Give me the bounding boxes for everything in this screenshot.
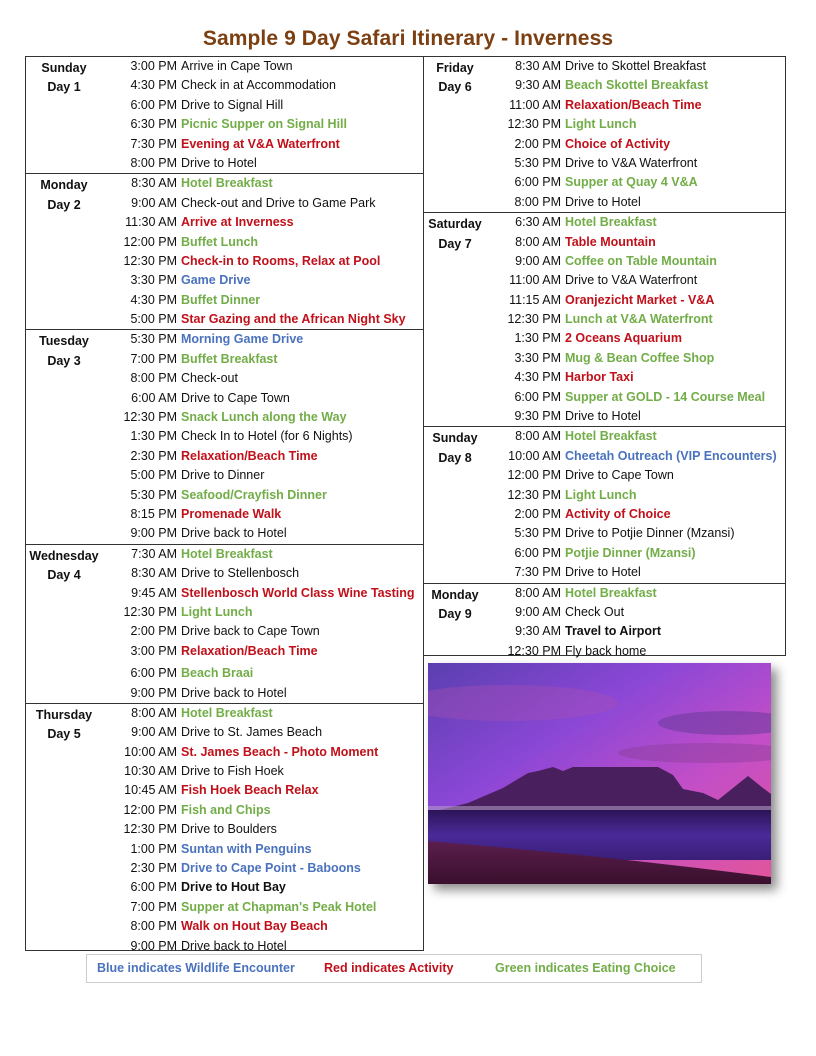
event-title: Game Drive bbox=[181, 273, 251, 288]
event-title: Hotel Breakfast bbox=[181, 176, 273, 191]
day-number: Day 8 bbox=[438, 450, 472, 465]
itinerary-row bbox=[102, 840, 423, 859]
itinerary-row bbox=[486, 173, 785, 192]
itinerary-row bbox=[486, 368, 785, 387]
day-number: Day 3 bbox=[47, 353, 81, 368]
itinerary-row bbox=[102, 310, 423, 329]
day-block bbox=[26, 704, 423, 956]
itinerary-row bbox=[102, 194, 423, 213]
event-title: Drive to Skottel Breakfast bbox=[565, 59, 707, 73]
event-time: 2:30 PM bbox=[130, 448, 177, 463]
event-time: 7:30 AM bbox=[131, 546, 177, 561]
itinerary-row bbox=[486, 447, 785, 466]
itinerary-row bbox=[486, 310, 785, 329]
day-number: Day 1 bbox=[47, 80, 81, 95]
event-title: Fly back home bbox=[565, 643, 647, 658]
event-title: Drive to Cape Town bbox=[181, 390, 290, 405]
event-title: Check In to Hotel (for 6 Nights) bbox=[181, 429, 353, 444]
event-title: Check-out bbox=[181, 371, 238, 386]
event-time: 9:30 AM bbox=[515, 78, 561, 93]
itinerary-row bbox=[102, 801, 423, 820]
itinerary-row bbox=[102, 545, 423, 564]
event-title: Check-in to Rooms, Relax at Pool bbox=[181, 253, 381, 268]
event-title: Drive to Hotel bbox=[565, 409, 641, 424]
event-title: Potjie Dinner (Mzansi) bbox=[565, 545, 696, 560]
day-label bbox=[424, 429, 486, 468]
event-title: Check in at Accommodation bbox=[181, 78, 336, 93]
event-time: 8:00 AM bbox=[515, 585, 561, 600]
itinerary-row bbox=[102, 427, 423, 446]
day-number: Day 6 bbox=[438, 80, 472, 95]
event-title: Arrive at Inverness bbox=[181, 215, 294, 230]
event-time: 9:00 PM bbox=[130, 685, 177, 700]
event-time: 11:00 AM bbox=[509, 273, 561, 288]
itinerary-row bbox=[486, 642, 785, 661]
itinerary-row bbox=[486, 563, 785, 582]
event-title: Arrive in Cape Town bbox=[181, 59, 293, 73]
event-time: 9:45 AM bbox=[131, 585, 177, 600]
itinerary-row bbox=[102, 154, 423, 173]
event-time: 12:30 PM bbox=[507, 312, 561, 327]
event-time: 4:30 PM bbox=[514, 370, 561, 385]
event-time: 12:30 PM bbox=[123, 253, 177, 268]
itinerary-row bbox=[486, 76, 785, 95]
itinerary-row bbox=[102, 330, 423, 349]
itinerary-row bbox=[102, 743, 423, 762]
event-title: Relaxation/Beach Time bbox=[181, 448, 318, 463]
event-title: Buffet Lunch bbox=[181, 234, 259, 249]
event-time: 8:30 AM bbox=[515, 59, 561, 73]
event-time: 2:00 PM bbox=[514, 506, 561, 521]
event-title: Lunch at V&A Waterfront bbox=[565, 312, 713, 327]
event-time: 8:00 PM bbox=[130, 371, 177, 386]
event-title: Cheetah Outreach (VIP Encounters) bbox=[565, 448, 777, 463]
event-title: Snack Lunch along the Way bbox=[181, 410, 347, 425]
event-title: Hotel Breakfast bbox=[181, 705, 273, 720]
event-title: Harbor Taxi bbox=[565, 370, 634, 385]
event-title: Supper at Quay 4 V&A bbox=[565, 175, 698, 190]
day-block bbox=[424, 57, 785, 213]
event-title: Supper at Chapman's Peak Hotel bbox=[181, 899, 377, 914]
day-name: Monday bbox=[431, 587, 479, 602]
itinerary-row bbox=[486, 213, 785, 232]
event-time: 1:30 PM bbox=[514, 331, 561, 346]
event-time: 2:00 PM bbox=[514, 136, 561, 151]
itinerary-row bbox=[102, 704, 423, 723]
day-label bbox=[26, 176, 102, 215]
itinerary-row bbox=[102, 584, 423, 603]
event-time: 10:00 AM bbox=[508, 448, 561, 463]
event-time: 1:00 PM bbox=[130, 841, 177, 856]
event-time: 12:30 PM bbox=[123, 822, 177, 837]
itinerary-row bbox=[486, 407, 785, 426]
itinerary-row bbox=[486, 193, 785, 212]
event-title: Fish Hoek Beach Relax bbox=[181, 783, 319, 798]
event-title: Drive back to Hotel bbox=[181, 938, 287, 953]
event-time: 5:30 PM bbox=[514, 526, 561, 541]
event-title: Star Gazing and the African Night Sky bbox=[181, 312, 406, 327]
itinerary-row bbox=[102, 898, 423, 917]
event-title: Drive to Boulders bbox=[181, 822, 277, 837]
event-time: 7:00 PM bbox=[130, 899, 177, 914]
table-mountain-photo bbox=[428, 663, 771, 884]
legend-green: Green indicates Eating Choice bbox=[495, 961, 676, 975]
event-title: Drive to Cape Point - Baboons bbox=[181, 861, 361, 876]
itinerary-row bbox=[102, 291, 423, 310]
itinerary-row bbox=[486, 271, 785, 290]
event-title: Buffet Breakfast bbox=[181, 351, 278, 366]
itinerary-row bbox=[486, 57, 785, 76]
event-time: 8:00 PM bbox=[514, 194, 561, 209]
day-label bbox=[26, 59, 102, 98]
event-title: Drive to Stellenbosch bbox=[181, 566, 300, 581]
event-time: 9:00 AM bbox=[131, 195, 177, 210]
day-name: Thursday bbox=[35, 707, 93, 722]
event-title: Relaxation/Beach Time bbox=[565, 97, 702, 112]
itinerary-row bbox=[486, 233, 785, 252]
color-legend bbox=[86, 954, 702, 983]
day-name: Sunday bbox=[432, 431, 478, 446]
event-time: 7:30 PM bbox=[514, 565, 561, 580]
day-name: Monday bbox=[40, 178, 88, 193]
itinerary-row bbox=[486, 486, 785, 505]
event-time: 6:30 PM bbox=[130, 117, 177, 132]
day-name: Wednesday bbox=[29, 548, 99, 563]
event-title: Drive back to Hotel bbox=[181, 685, 287, 700]
event-title: Supper at GOLD - 14 Course Meal bbox=[565, 389, 766, 404]
event-time: 6:00 PM bbox=[130, 666, 177, 681]
itinerary-row bbox=[102, 350, 423, 369]
event-time: 11:00 AM bbox=[509, 97, 561, 112]
itinerary-row bbox=[486, 524, 785, 543]
itinerary-row bbox=[102, 233, 423, 252]
event-title: Mug & Bean Coffee Shop bbox=[565, 350, 715, 365]
event-time: 6:00 PM bbox=[130, 97, 177, 112]
itinerary-row bbox=[102, 642, 423, 661]
event-title: Fish and Chips bbox=[181, 802, 271, 817]
event-time: 5:30 PM bbox=[514, 155, 561, 170]
itinerary-row bbox=[102, 174, 423, 193]
itinerary-row bbox=[486, 427, 785, 446]
event-title: Hotel Breakfast bbox=[565, 215, 657, 230]
event-time: 6:00 AM bbox=[131, 390, 177, 405]
event-time: 12:30 PM bbox=[123, 604, 177, 619]
itinerary-row bbox=[486, 603, 785, 622]
event-title: Drive to Hout Bay bbox=[181, 880, 286, 895]
itinerary-row bbox=[486, 96, 785, 115]
event-title: Light Lunch bbox=[181, 604, 253, 619]
itinerary-row bbox=[102, 781, 423, 800]
event-time: 5:30 PM bbox=[130, 332, 177, 347]
day-block bbox=[26, 330, 423, 544]
itinerary-row bbox=[102, 664, 423, 683]
event-title: St. James Beach - Photo Moment bbox=[181, 744, 379, 759]
event-title: Hotel Breakfast bbox=[181, 546, 273, 561]
event-title: Promenade Walk bbox=[181, 506, 282, 521]
day-label bbox=[26, 332, 102, 371]
day-block bbox=[26, 545, 423, 704]
itinerary-row bbox=[102, 878, 423, 897]
event-title: Seafood/Crayfish Dinner bbox=[181, 487, 327, 502]
event-title: Stellenbosch World Class Wine Tasting bbox=[181, 585, 415, 600]
event-time: 12:30 PM bbox=[123, 410, 177, 425]
event-time: 8:00 PM bbox=[130, 155, 177, 170]
table-mountain-sunset-image bbox=[428, 663, 771, 884]
day-block bbox=[424, 584, 785, 662]
event-time: 10:00 AM bbox=[124, 744, 177, 759]
event-title: Relaxation/Beach Time bbox=[181, 643, 318, 658]
event-title: Morning Game Drive bbox=[181, 332, 304, 347]
itinerary-row bbox=[102, 96, 423, 115]
event-time: 12:00 PM bbox=[123, 234, 177, 249]
itinerary-row bbox=[102, 564, 423, 583]
itinerary-row bbox=[486, 622, 785, 641]
day-number: Day 2 bbox=[47, 197, 81, 212]
itinerary-row bbox=[486, 329, 785, 348]
itinerary-row bbox=[486, 291, 785, 310]
event-time: 3:00 PM bbox=[130, 59, 177, 73]
day-number: Day 4 bbox=[47, 568, 81, 583]
event-title: Drive to V&A Waterfront bbox=[565, 155, 698, 170]
event-title: Walk on Hout Bay Beach bbox=[181, 919, 328, 934]
itinerary-row bbox=[102, 115, 423, 134]
event-time: 2:30 PM bbox=[130, 861, 177, 876]
event-time: 1:30 PM bbox=[130, 429, 177, 444]
event-time: 8:00 PM bbox=[130, 919, 177, 934]
event-title: Suntan with Penguins bbox=[181, 841, 312, 856]
event-time: 3:30 PM bbox=[514, 350, 561, 365]
itinerary-row bbox=[102, 57, 423, 76]
itinerary-row bbox=[486, 388, 785, 407]
event-title: Drive to Hotel bbox=[565, 565, 641, 580]
event-title: Drive to Potjie Dinner (Mzansi) bbox=[565, 526, 735, 541]
day-label bbox=[26, 547, 102, 586]
event-time: 3:00 PM bbox=[130, 643, 177, 658]
itinerary-row bbox=[102, 466, 423, 485]
event-title: Drive back to Hotel bbox=[181, 526, 287, 541]
event-time: 9:00 AM bbox=[515, 604, 561, 619]
event-time: 11:15 AM bbox=[509, 292, 561, 307]
event-title: Check-out and Drive to Game Park bbox=[181, 195, 376, 210]
itinerary-row bbox=[102, 213, 423, 232]
event-time: 6:00 PM bbox=[130, 880, 177, 895]
itinerary-row bbox=[486, 115, 785, 134]
event-time: 6:00 PM bbox=[514, 545, 561, 560]
itinerary-row bbox=[486, 466, 785, 485]
event-title: Drive to Signal Hill bbox=[181, 97, 284, 112]
day-block bbox=[26, 174, 423, 330]
itinerary-row bbox=[486, 584, 785, 603]
itinerary-row bbox=[102, 622, 423, 641]
itinerary-row bbox=[102, 369, 423, 388]
event-time: 8:00 AM bbox=[131, 705, 177, 720]
itinerary-row bbox=[486, 505, 785, 524]
day-label bbox=[424, 586, 486, 625]
itinerary-row bbox=[102, 723, 423, 742]
day-name: Friday bbox=[436, 61, 474, 75]
itinerary-row bbox=[102, 820, 423, 839]
day-number: Day 5 bbox=[47, 727, 81, 742]
itinerary-row bbox=[486, 544, 785, 563]
event-time: 4:30 PM bbox=[130, 78, 177, 93]
event-time: 5:00 PM bbox=[130, 468, 177, 483]
event-time: 12:30 PM bbox=[507, 117, 561, 132]
itinerary-table-right bbox=[423, 56, 786, 656]
event-time: 8:30 AM bbox=[131, 176, 177, 191]
event-time: 5:30 PM bbox=[130, 487, 177, 502]
event-time: 10:45 AM bbox=[124, 783, 177, 798]
itinerary-row bbox=[102, 524, 423, 543]
event-time: 8:00 AM bbox=[515, 429, 561, 444]
page-title: Sample 9 Day Safari Itinerary - Inverness bbox=[202, 27, 614, 50]
day-block bbox=[424, 427, 785, 583]
day-label bbox=[26, 706, 102, 745]
itinerary-row bbox=[102, 762, 423, 781]
itinerary-row bbox=[102, 917, 423, 936]
day-number: Day 7 bbox=[438, 236, 472, 251]
day-label bbox=[424, 59, 486, 98]
event-time: 8:15 PM bbox=[130, 506, 177, 521]
event-time: 6:00 PM bbox=[514, 175, 561, 190]
itinerary-row bbox=[102, 76, 423, 95]
event-title: Check Out bbox=[565, 604, 625, 619]
event-time: 12:30 PM bbox=[507, 487, 561, 502]
itinerary-row bbox=[102, 271, 423, 290]
event-title: Activity of Choice bbox=[565, 506, 671, 521]
itinerary-row bbox=[486, 252, 785, 271]
itinerary-row bbox=[102, 684, 423, 703]
itinerary-row bbox=[102, 252, 423, 271]
itinerary-row bbox=[102, 505, 423, 524]
event-title: Drive back to Cape Town bbox=[181, 624, 320, 639]
legend-red: Red indicates Activity bbox=[324, 961, 454, 975]
event-title: Hotel Breakfast bbox=[565, 429, 657, 444]
event-time: 8:00 AM bbox=[515, 234, 561, 249]
itinerary-row bbox=[102, 389, 423, 408]
event-title: Evening at V&A Waterfront bbox=[181, 136, 340, 151]
day-name: Saturday bbox=[428, 217, 482, 232]
day-label bbox=[424, 215, 486, 254]
event-time: 4:30 PM bbox=[130, 292, 177, 307]
itinerary-row bbox=[102, 859, 423, 878]
event-time: 10:30 AM bbox=[124, 764, 177, 779]
event-time: 6:00 PM bbox=[514, 389, 561, 404]
event-title: Picnic Supper on Signal Hill bbox=[181, 117, 347, 132]
event-time: 9:00 AM bbox=[131, 725, 177, 740]
event-time: 7:30 PM bbox=[130, 136, 177, 151]
itinerary-table-left bbox=[25, 56, 424, 951]
itinerary-row bbox=[102, 603, 423, 622]
itinerary-row bbox=[102, 486, 423, 505]
event-title: Buffet Dinner bbox=[181, 292, 261, 307]
event-title: Light Lunch bbox=[565, 487, 637, 502]
itinerary-row bbox=[102, 408, 423, 427]
event-time: 8:30 AM bbox=[131, 566, 177, 581]
event-title: Drive to V&A Waterfront bbox=[565, 273, 698, 288]
event-time: 2:00 PM bbox=[130, 624, 177, 639]
itinerary-row bbox=[102, 447, 423, 466]
event-time: 5:00 PM bbox=[130, 312, 177, 327]
day-number: Day 9 bbox=[438, 606, 472, 621]
event-time: 9:30 PM bbox=[514, 409, 561, 424]
event-title: Drive to St. James Beach bbox=[181, 725, 323, 740]
event-title: Drive to Cape Town bbox=[565, 468, 674, 483]
event-title: Table Mountain bbox=[565, 234, 656, 249]
event-title: 2 Oceans Aquarium bbox=[565, 331, 682, 346]
day-name: Sunday bbox=[41, 61, 87, 75]
event-time: 12:30 PM bbox=[507, 643, 561, 658]
itinerary-row bbox=[102, 135, 423, 154]
legend-blue: Blue indicates Wildlife Encounter bbox=[97, 961, 295, 975]
event-time: 12:00 PM bbox=[507, 468, 561, 483]
event-time: 9:00 PM bbox=[130, 938, 177, 953]
day-block bbox=[26, 57, 423, 174]
event-time: 7:00 PM bbox=[130, 351, 177, 366]
event-time: 12:00 PM bbox=[123, 802, 177, 817]
event-title: Beach Braai bbox=[181, 666, 254, 681]
event-title: Travel to Airport bbox=[565, 624, 662, 639]
event-title: Drive to Hotel bbox=[565, 194, 641, 209]
day-block bbox=[424, 213, 785, 427]
event-time: 9:00 AM bbox=[515, 253, 561, 268]
event-time: 9:00 PM bbox=[130, 526, 177, 541]
event-time: 9:30 AM bbox=[515, 624, 561, 639]
itinerary-row bbox=[486, 154, 785, 173]
event-title: Hotel Breakfast bbox=[565, 585, 657, 600]
event-title: Choice of Activity bbox=[565, 136, 671, 151]
itinerary-row bbox=[486, 349, 785, 368]
event-title: Coffee on Table Mountain bbox=[565, 253, 717, 268]
event-title: Oranjezicht Market - V&A bbox=[565, 292, 715, 307]
event-time: 6:30 AM bbox=[515, 215, 561, 230]
event-title: Drive to Hotel bbox=[181, 155, 257, 170]
itinerary-row bbox=[486, 135, 785, 154]
event-title: Beach Skottel Breakfast bbox=[565, 78, 709, 93]
event-time: 3:30 PM bbox=[130, 273, 177, 288]
event-title: Light Lunch bbox=[565, 117, 637, 132]
event-title: Drive to Fish Hoek bbox=[181, 764, 284, 779]
event-time: 11:30 AM bbox=[125, 215, 177, 230]
day-name: Tuesday bbox=[39, 334, 89, 349]
event-title: Drive to Dinner bbox=[181, 468, 265, 483]
